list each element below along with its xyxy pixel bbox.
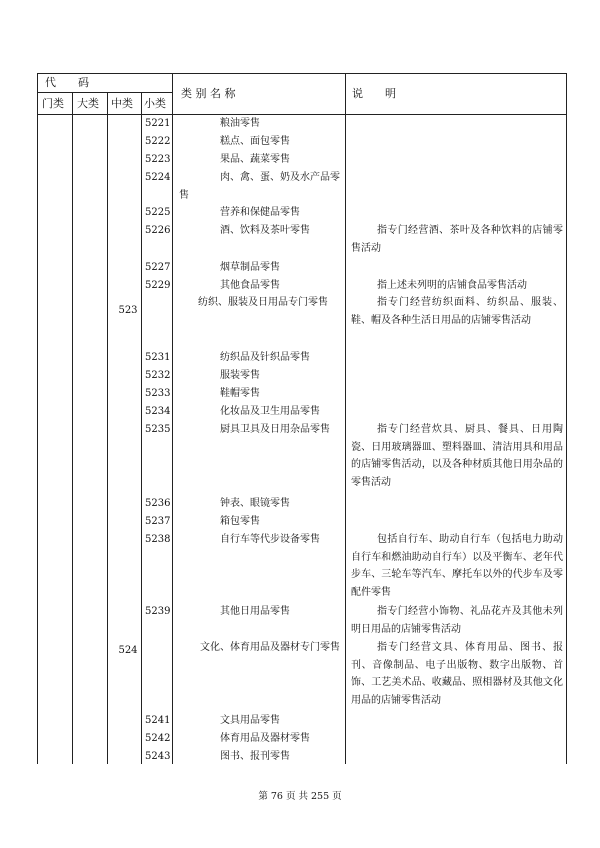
category-name: 鞋帽零售 — [220, 388, 260, 399]
small-class-code: 5242 — [145, 733, 171, 744]
category-description: 指专门经营文具、体育用品、图书、报刊、音像制品、电子出版物、数字出版物、首饰、工艺美术品、收藏品、照相器材及其他文化用品的店铺零售活动 — [351, 642, 563, 706]
header-major-class: 大类 — [77, 97, 99, 110]
small-class-code: 5241 — [145, 715, 171, 726]
col-divider-name — [345, 73, 346, 764]
col-divider-small — [172, 73, 173, 764]
category-name: 钟表、眼镜零售 — [220, 498, 290, 509]
small-class-code: 5231 — [145, 352, 171, 363]
header-description: 说 明 — [352, 87, 396, 100]
category-description: 指专门经营纺织面料、纺织品、服装、鞋、帽及各种生活日用品的店铺零售活动 — [351, 297, 563, 326]
category-name: 果品、蔬菜零售 — [220, 154, 290, 165]
category-name: 糕点、面包零售 — [220, 136, 290, 147]
category-description: 包括自行车、助动自行车（包括电力助动自行车和燃油助动自行车）以及平衡车、老年代步车、三轮车等汽车、摩托车以外的代步车及零配件零售 — [351, 534, 563, 598]
small-class-code: 5223 — [145, 154, 171, 165]
mid-class-code: 524 — [118, 645, 138, 656]
page-number-footer: 第 76 页 共 255 页 — [258, 791, 342, 802]
category-name: 箱包零售 — [220, 516, 260, 527]
category-description: 指专门经营炊具、厨具、餐具、日用陶瓷、日用玻璃器皿、塑料器皿、清洁用具和用品的店铺零售活动，以及各种材质其他日用杂品的零售活动 — [351, 424, 563, 488]
table-right-border — [566, 73, 567, 764]
header-code-group: 代 码 — [45, 76, 89, 89]
col-divider-mid — [141, 92, 142, 764]
table-top-border — [37, 73, 566, 74]
small-class-code: 5238 — [145, 534, 171, 545]
small-class-code: 5222 — [145, 136, 171, 147]
small-class-code: 5229 — [145, 280, 171, 291]
category-name: 化妆品及卫生用品零售 — [220, 406, 320, 417]
col-divider-door — [72, 92, 73, 764]
small-class-code: 5221 — [145, 118, 171, 129]
header-door-class: 门类 — [42, 97, 64, 110]
header-code-divider — [37, 92, 172, 93]
category-description: 指上述未列明的店铺食品零售活动 — [377, 280, 527, 291]
small-class-code: 5237 — [145, 516, 171, 527]
header-category-name: 类 别 名 称 — [181, 87, 236, 100]
small-class-code: 5234 — [145, 406, 171, 417]
col-divider-major — [107, 92, 108, 764]
small-class-code: 5226 — [145, 225, 171, 236]
small-class-code: 5224 — [145, 172, 171, 183]
header-small-class: 小类 — [144, 97, 166, 110]
category-name: 其他日用品零售 — [220, 606, 290, 617]
category-name: 粮油零售 — [220, 118, 260, 129]
category-name: 厨具卫具及日用杂品零售 — [220, 424, 330, 435]
category-name: 图书、报刊零售 — [220, 751, 290, 762]
category-name: 自行车等代步设备零售 — [220, 534, 320, 545]
small-class-code: 5235 — [145, 424, 171, 435]
small-class-code: 5239 — [145, 606, 171, 617]
small-class-code: 5232 — [145, 370, 171, 381]
category-name: 文化、体育用品及器材专门零售 — [200, 642, 340, 653]
classification-table — [37, 73, 566, 764]
category-name: 其他食品零售 — [220, 280, 280, 291]
category-name: 肉、禽、蛋、奶及水产品零售 — [179, 172, 340, 201]
table-left-border — [37, 73, 38, 764]
header-mid-class: 中类 — [111, 97, 133, 110]
category-name: 纺织品及针织品零售 — [220, 352, 310, 363]
category-name: 服装零售 — [220, 370, 260, 381]
small-class-code: 5227 — [145, 262, 171, 273]
category-name: 酒、饮料及茶叶零售 — [220, 225, 310, 236]
category-name: 烟草制品零售 — [220, 262, 280, 273]
category-description: 指专门经营酒、茶叶及各种饮料的店铺零售活动 — [351, 225, 563, 254]
category-name: 营养和保健品零售 — [220, 207, 300, 218]
small-class-code: 5243 — [145, 751, 171, 762]
category-name: 纺织、服装及日用品专门零售 — [198, 297, 328, 308]
small-class-code: 5233 — [145, 388, 171, 399]
category-name: 文具用品零售 — [220, 715, 280, 726]
small-class-code: 5236 — [145, 498, 171, 509]
category-description: 指专门经营小饰物、礼品花卉及其他未列明日用品的店铺零售活动 — [351, 606, 563, 635]
small-class-code: 5225 — [145, 207, 171, 218]
category-name: 体育用品及器材零售 — [220, 733, 310, 744]
mid-class-code: 523 — [118, 305, 138, 316]
